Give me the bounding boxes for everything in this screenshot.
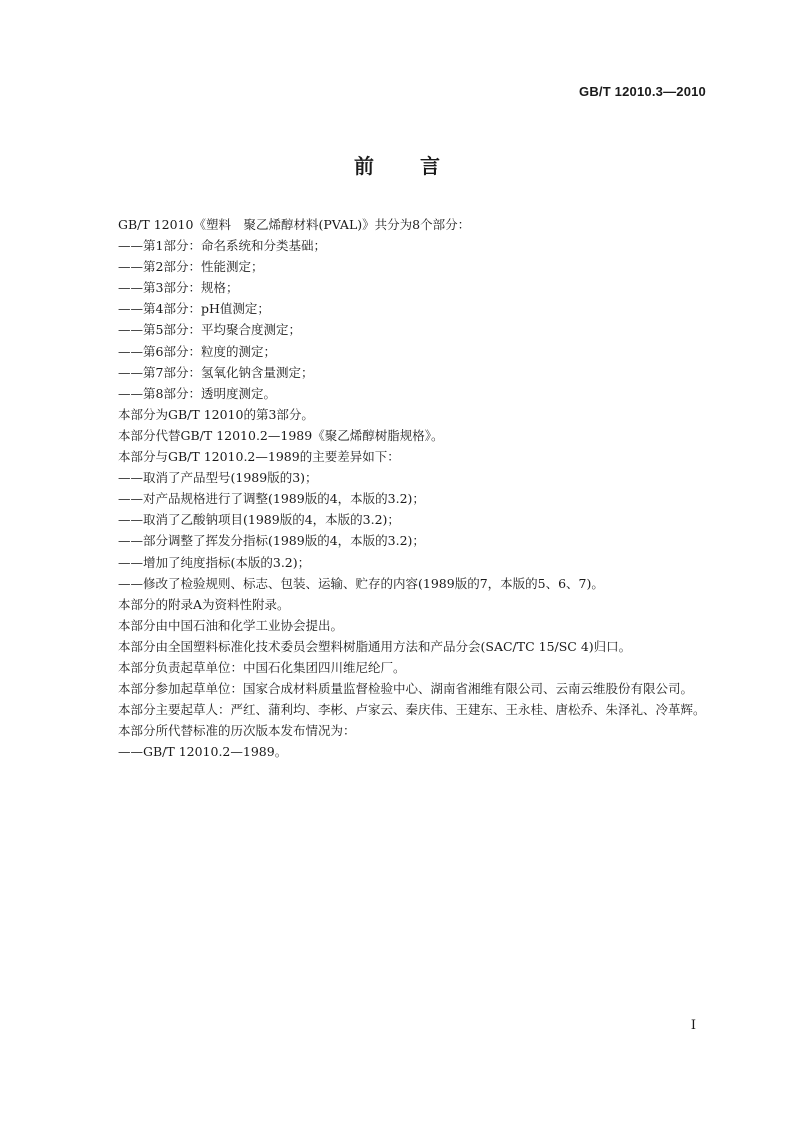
paragraph: 本部分主要起草人：严红、蒲利均、李彬、卢家云、秦庆伟、王建东、王永桂、唐松乔、朱泽礼、冷革辉。	[118, 702, 706, 718]
list-item: ——第3部分：规格；	[118, 280, 239, 296]
list-item: ——第6部分：粒度的测定；	[118, 343, 276, 359]
title-char-1: 前	[354, 154, 374, 178]
list-item: ——GB/T 12010.2—1989。	[118, 744, 288, 760]
preface-body	[90, 214, 710, 762]
list-item: ——第4部分：pH值测定；	[118, 301, 270, 317]
paragraph: GB/T 12010《塑料 聚乙烯醇材料(PVAL)》共分为8个部分：	[118, 217, 471, 232]
paragraph: 本部分由全国塑料标准化技术委员会塑料树脂通用方法和产品分会(SAC/TC 15/SC 4)归口。	[118, 638, 632, 654]
list-item: ——第8部分：透明度测定。	[118, 385, 276, 401]
paragraph: 本部分的附录A为资料性附录。	[118, 596, 290, 612]
paragraph: 本部分由中国石油和化学工业协会提出。	[118, 617, 344, 633]
list-item: ——增加了纯度指标(本版的3.2)；	[118, 554, 311, 570]
list-item: ——取消了产品型号(1989版的3)；	[118, 470, 318, 486]
list-item: ——对产品规格进行了调整(1989版的4，本版的3.2)；	[118, 491, 425, 507]
page-title	[0, 150, 794, 179]
list-item: ——第1部分：命名系统和分类基础；	[118, 238, 326, 254]
page-number: I	[690, 1018, 696, 1033]
list-item: ——第5部分：平均聚合度测定；	[118, 322, 301, 338]
list-item: ——取消了乙酸钠项目(1989版的4，本版的3.2)；	[118, 512, 400, 528]
paragraph: 本部分负责起草单位：中国石化集团四川维尼纶厂。	[118, 659, 406, 675]
list-item: ——第2部分：性能测定；	[118, 259, 264, 275]
list-item: ——修改了检验规则、标志、包装、运输、贮存的内容(1989版的7，本版的5、6、7)。	[118, 575, 604, 591]
paragraph: 本部分与GB/T 12010.2—1989的主要差异如下：	[118, 449, 400, 465]
paragraph: 本部分参加起草单位：国家合成材料质量监督检验中心、湖南省湘维有限公司、云南云维股份有限公司。	[118, 681, 694, 697]
paragraph: 本部分为GB/T 12010的第3部分。	[118, 406, 314, 422]
standard-code: GB/T 12010.3—2010	[579, 84, 706, 99]
paragraph: 本部分所代替标准的历次版本发布情况为：	[118, 723, 356, 739]
list-item: ——第7部分：氢氧化钠含量测定；	[118, 364, 314, 380]
list-item: ——部分调整了挥发分指标(1989版的4，本版的3.2)；	[118, 533, 425, 549]
paragraph: 本部分代替GB/T 12010.2—1989《聚乙烯醇树脂规格》。	[118, 427, 444, 443]
title-char-2: 言	[420, 154, 440, 178]
